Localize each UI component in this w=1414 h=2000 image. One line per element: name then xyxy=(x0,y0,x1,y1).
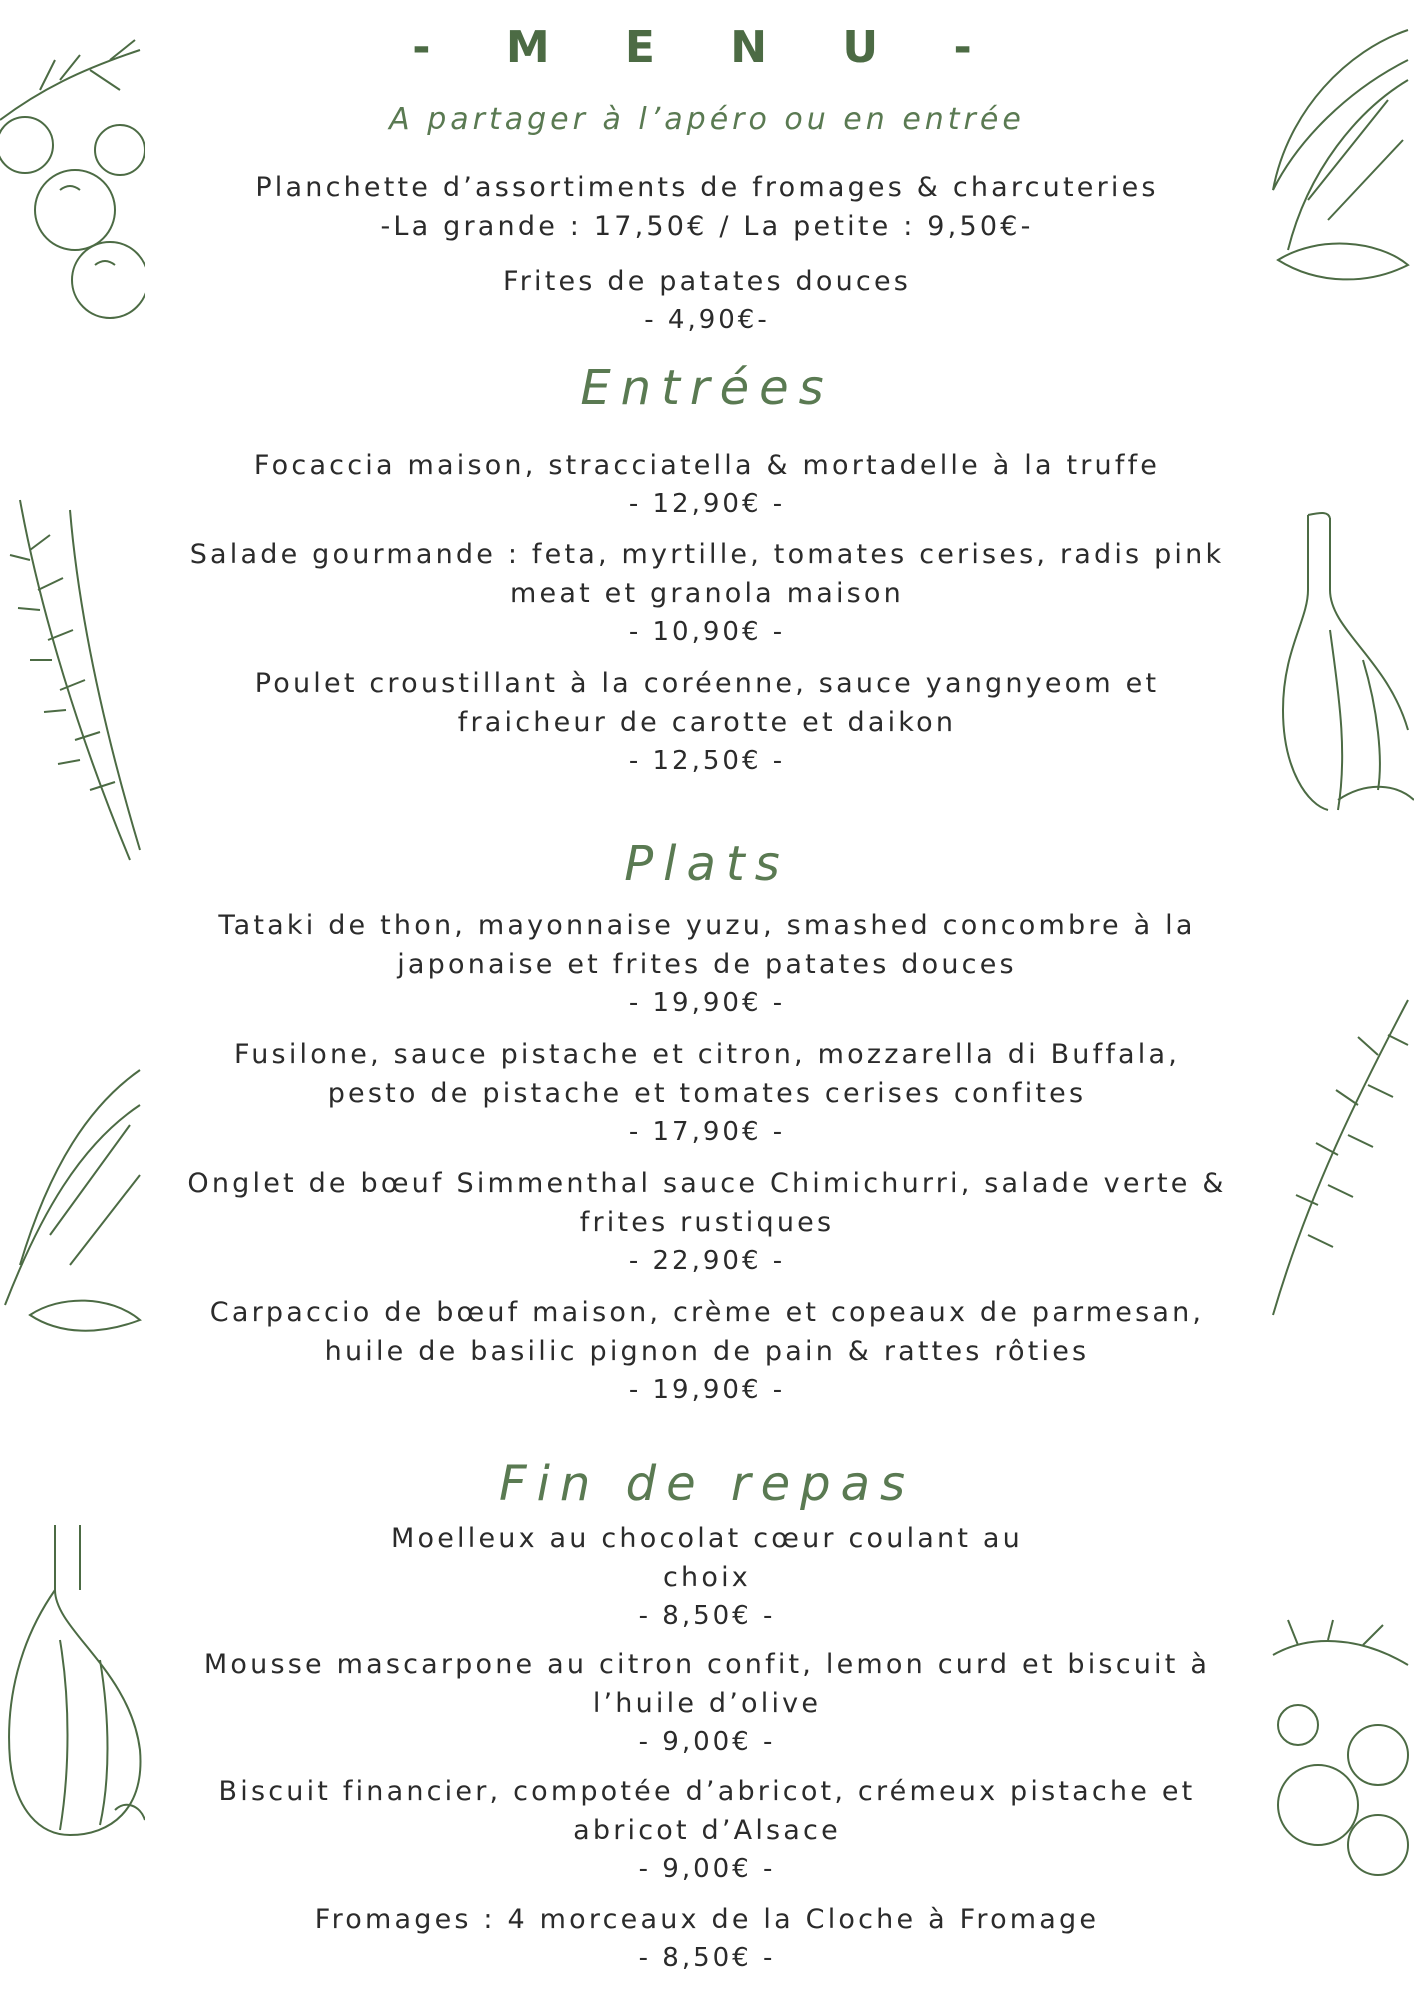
menu-item-price: - 9,00€ - xyxy=(638,1854,776,1884)
menu-item-line: Poulet croustillant à la coréenne, sauce yangnyeom et xyxy=(254,668,1160,699)
menu-item-line: Biscuit financier, compotée d’abricot, crémeux pistache et xyxy=(218,1776,1196,1807)
menu-item-price: - 9,00€ - xyxy=(638,1727,776,1757)
menu-item-line: frites rustiques xyxy=(579,1207,835,1238)
section-title-desserts: Fin de repas xyxy=(498,1456,916,1512)
menu-item-line: choix xyxy=(663,1562,751,1593)
menu-item-price: - 19,90€ - xyxy=(628,1375,786,1405)
menu-item-line: Frites de patates douces xyxy=(502,266,912,297)
menu-item-line: meat et granola maison xyxy=(510,578,904,609)
menu-item-line: Focaccia maison, stracciatella & mortadelle à la truffe xyxy=(253,450,1161,481)
menu-item-line: Tataki de thon, mayonnaise yuzu, smashed concombre à la xyxy=(218,910,1196,941)
section-title-plats: Plats xyxy=(624,836,790,892)
menu-item-price: - 12,50€ - xyxy=(628,746,786,776)
menu-item-line: Onglet de bœuf Simmenthal sauce Chimichurri, salade verte & xyxy=(187,1168,1227,1199)
menu-item-price: - 19,90€ - xyxy=(628,988,786,1018)
menu-item-price: - 22,90€ - xyxy=(628,1246,786,1276)
menu-item-line: fraicheur de carotte et daikon xyxy=(457,707,957,738)
menu-item-line: japonaise et frites de patates douces xyxy=(397,949,1017,980)
menu-item-price: - 17,90€ - xyxy=(628,1117,786,1147)
menu-item-line: Fromages : 4 morceaux de la Cloche à Fromage xyxy=(314,1904,1100,1935)
menu-item-line: Fusilone, sauce pistache et citron, mozzarella di Buffala, xyxy=(233,1039,1181,1070)
menu-item-line: Mousse mascarpone au citron confit, lemon curd et biscuit à xyxy=(203,1649,1211,1680)
menu-item-price: - 10,90€ - xyxy=(628,617,786,647)
menu-item-price: - 8,50€ - xyxy=(638,1943,776,1973)
menu-title: - M E N U - xyxy=(412,22,1002,73)
menu-item-price: - 4,90€- xyxy=(644,305,770,335)
menu-item-price: - 8,50€ - xyxy=(638,1601,776,1631)
menu-item-line: abricot d’Alsace xyxy=(573,1815,841,1846)
menu-item-line: pesto de pistache et tomates cerises confites xyxy=(327,1078,1087,1109)
menu-item-line: Carpaccio de bœuf maison, crème et copeaux de parmesan, xyxy=(209,1297,1205,1328)
menu-item-line: Salade gourmande : feta, myrtille, tomates cerises, radis pink xyxy=(189,539,1225,570)
menu-item-line: Moelleux au chocolat cœur coulant au xyxy=(391,1523,1023,1554)
section-subtitle-aperitif: A partager à l’apéro ou en entrée xyxy=(389,102,1025,137)
section-title-entrees: Entrées xyxy=(580,360,834,416)
menu-item-line: Planchette d’assortiments de fromages & charcuteries xyxy=(255,172,1159,203)
menu-item-line: l’huile d’olive xyxy=(592,1688,822,1719)
menu-item-price: -La grande : 17,50€ / La petite : 9,50€- xyxy=(380,211,1034,242)
menu-item-price: - 12,90€ - xyxy=(628,489,786,519)
menu-item-line: huile de basilic pignon de pain & rattes rôties xyxy=(324,1336,1090,1367)
